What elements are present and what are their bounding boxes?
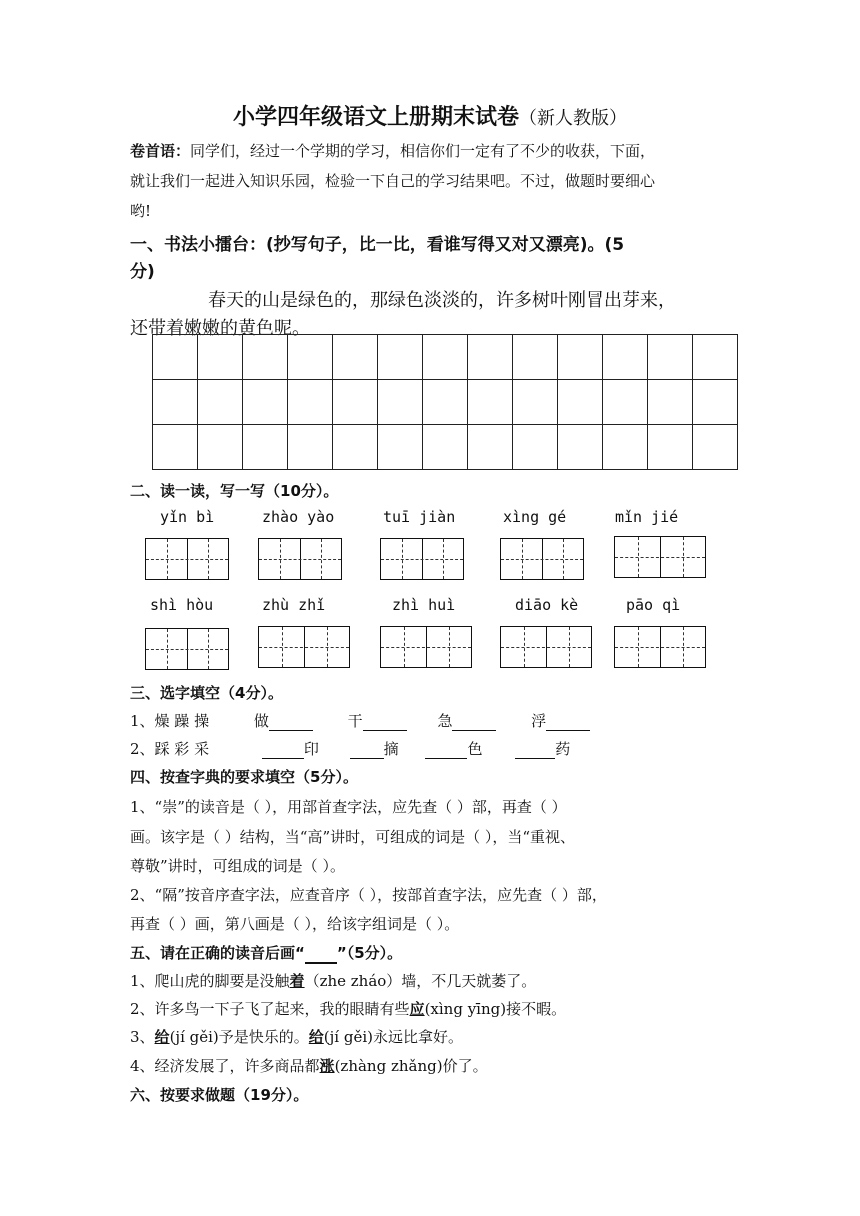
section2-heading: 二、读一读，写一写（10分）。 [130, 482, 339, 500]
writing-grid[interactable] [152, 334, 738, 470]
q-options[interactable]: (xìng yīng)接不暇。 [424, 1000, 567, 1018]
tianzi-box[interactable] [380, 538, 464, 580]
dict-question-line: 尊敬”讲时，可组成的词是（ ）。 [130, 857, 345, 875]
pinyin-label: zhào yào [262, 508, 335, 526]
page-title [0, 100, 860, 131]
pinyin-label: tuī jiàn [383, 508, 456, 526]
q-text: 2、许多鸟一下子飞了起来，我的眼睛有些 [130, 1000, 410, 1018]
preface-line3: 哟! [130, 202, 152, 220]
blank-char: 色 [467, 740, 483, 758]
choice-line-2 [130, 738, 570, 759]
fill-blank[interactable] [515, 740, 555, 759]
q-text: 4、经济发展了，许多商品都 [130, 1057, 320, 1075]
q-options[interactable]: (zhàng zhǎng)价了。 [334, 1057, 488, 1075]
q-options[interactable]: (jí gěi)永远比拿好。 [323, 1028, 463, 1046]
tianzi-box[interactable] [145, 538, 229, 580]
dict-question-line: 画。该字是（ ）结构，当“高”讲时，可组成的词是（ ），当“重视、 [130, 828, 576, 846]
q-number: 3、 [130, 1028, 155, 1046]
fill-blank[interactable] [350, 740, 384, 759]
blank-char: 浮 [531, 712, 547, 730]
pinyin-label: zhù zhǐ [262, 596, 326, 614]
preface-text: 同学们，经过一个学期的学习，相信你们一定有了不少的收获，下面， [190, 142, 656, 160]
copy-sentence-line2: 还带着嫩嫩的黄色呢。 [130, 318, 310, 339]
dict-question-line: 再查（ ）画，第八画是（ ），给该字组词是（ ）。 [130, 915, 460, 933]
target-char: 着 [289, 972, 305, 990]
target-char: 给 [154, 1028, 170, 1046]
fill-blank[interactable] [425, 740, 467, 759]
q-text: 1、爬山虎的脚要是没触 [130, 972, 290, 990]
pinyin-label: pāo qì [626, 596, 681, 614]
tianzi-box[interactable] [500, 626, 592, 668]
section1-heading: 一、书法小擂台：(抄写句子，比一比，看谁写得又对又漂亮)。(5 [130, 235, 625, 255]
section5-heading [130, 942, 402, 964]
blank-char: 药 [555, 740, 571, 758]
pinyin-label: zhì huì [392, 596, 456, 614]
fill-blank[interactable] [452, 712, 496, 731]
title-sub: （新人教版） [519, 108, 627, 129]
choice-line-1 [130, 710, 590, 731]
dict-question-line: 1、“崇”的读音是（ ），用部首查字法，应先查（ ）部，再查（ ） [130, 798, 567, 816]
tianzi-box[interactable] [500, 538, 584, 580]
choice-chars: 1、燥 躁 操 [130, 712, 210, 730]
q-options[interactable]: (jí gěi)予是快乐的。 [169, 1028, 309, 1046]
pronunciation-q1 [130, 970, 536, 991]
pronunciation-q3 [130, 1026, 463, 1047]
title-main: 小学四年级语文上册期末试卷 [232, 105, 519, 130]
fill-blank[interactable] [363, 712, 407, 731]
target-char: 应 [409, 1000, 425, 1018]
preface-line1 [130, 140, 655, 161]
blank-char: 印 [303, 740, 319, 758]
dict-question-line: 2、“隔”按音序查字法，应查音序（ ），按部首查字法，应先查（ ）部， [130, 886, 607, 904]
pinyin-label: mǐn jié [615, 508, 679, 526]
q-options[interactable]: （zhe zháo）墙，不几天就萎了。 [304, 972, 537, 990]
section5-heading-a: 五、请在正确的读音后画“ [130, 944, 305, 962]
section1-heading-cont: 分) [130, 262, 155, 282]
fill-blank[interactable] [262, 740, 304, 759]
section3-heading: 三、选字填空（4分）。 [130, 684, 283, 702]
fill-blank[interactable] [546, 712, 590, 731]
preface-line2: 就让我们一起进入知识乐园，检验一下自己的学习结果吧。不过，做题时要细心 [130, 172, 656, 190]
tianzi-box[interactable] [145, 628, 229, 670]
blank-char: 做 [253, 712, 269, 730]
tianzi-box[interactable] [380, 626, 472, 668]
pinyin-label: shì hòu [150, 596, 214, 614]
pronunciation-q2 [130, 998, 566, 1019]
blank-char: 摘 [383, 740, 399, 758]
pinyin-label: diāo kè [515, 596, 579, 614]
copy-sentence-line1: 春天的山是绿色的，那绿色淡淡的，许多树叶刚冒出芽来， [208, 290, 676, 311]
tianzi-box[interactable] [258, 626, 350, 668]
blank-char: 急 [437, 712, 453, 730]
blank-char: 干 [347, 712, 363, 730]
pinyin-label: yǐn bì [160, 508, 215, 526]
choice-chars: 2、踩 彩 采 [130, 740, 210, 758]
tianzi-box[interactable] [614, 626, 706, 668]
tianzi-box[interactable] [258, 538, 342, 580]
target-char: 给 [308, 1028, 324, 1046]
preface-label: 卷首语： [130, 142, 191, 160]
section5-heading-b: ”（5分）。 [336, 944, 403, 962]
section4-heading: 四、按查字典的要求填空（5分）。 [130, 768, 358, 786]
target-char: 涨 [319, 1057, 335, 1075]
fill-blank[interactable] [269, 712, 313, 731]
underline-sample [305, 944, 337, 964]
tianzi-box[interactable] [614, 536, 706, 578]
section6-heading: 六、按要求做题（19分）。 [130, 1086, 309, 1104]
pinyin-label: xìng gé [503, 508, 567, 526]
pronunciation-q4 [130, 1055, 488, 1076]
